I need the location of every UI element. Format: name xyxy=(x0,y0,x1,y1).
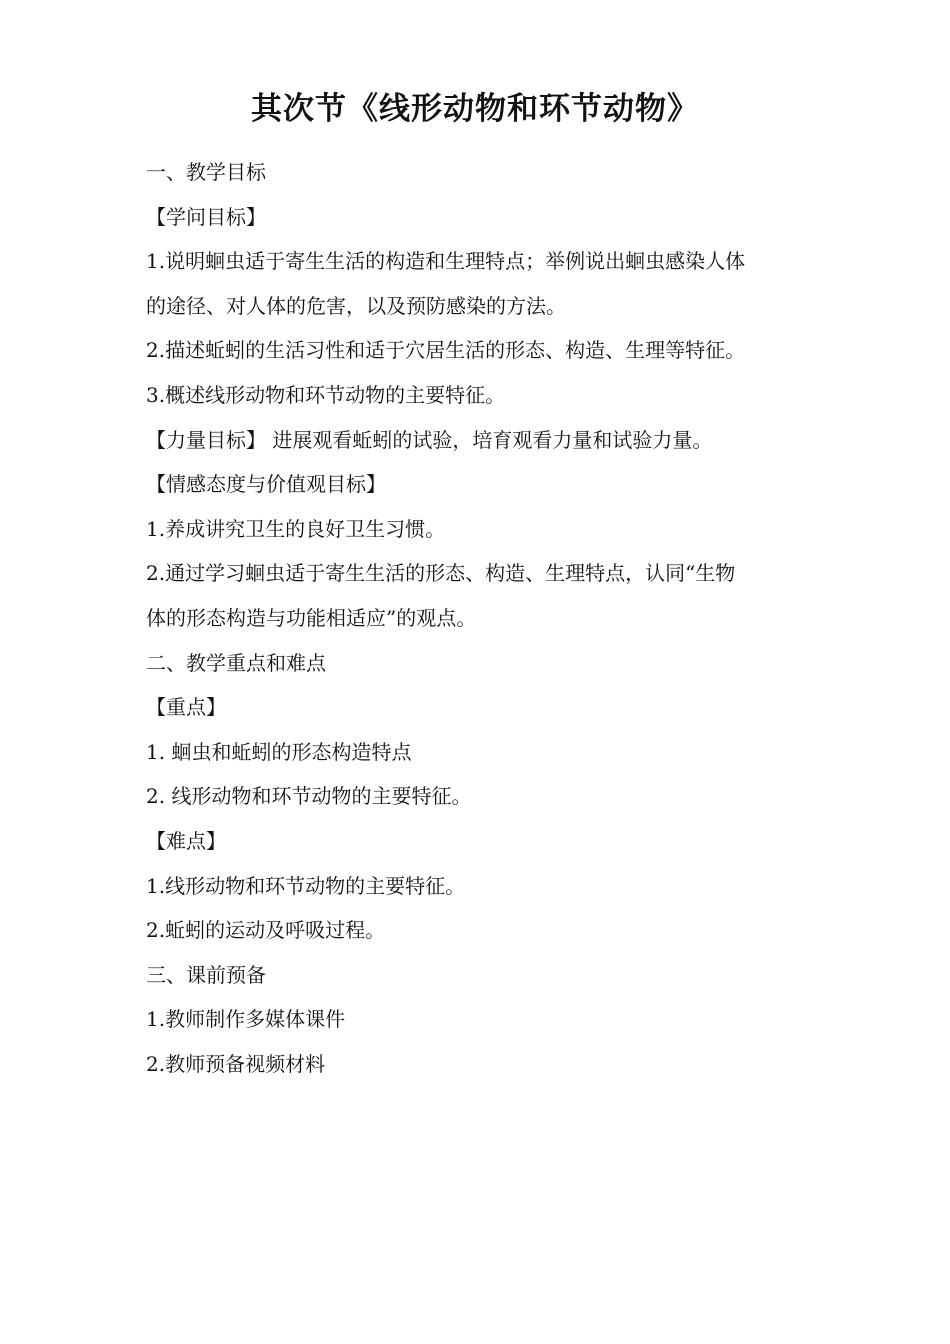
paragraph-line: 2.教师预备视频材料 xyxy=(146,1051,326,1076)
section-heading-key-and-difficult-points: 二、教学重点和难点 xyxy=(146,650,326,675)
paragraph-line: 2.描述蚯蚓的生活习性和适于穴居生活的形态、构造、生理等特征。 xyxy=(146,338,746,363)
paragraph-line: 1.说明蛔虫适于寄生生活的构造和生理特点；举例说出蛔虫感染人体 xyxy=(146,249,746,274)
section-heading-preparation: 三、课前预备 xyxy=(146,962,266,987)
paragraph-line: 1.养成讲究卫生的良好卫生习惯。 xyxy=(146,516,446,541)
paragraph-line: 2.通过学习蛔虫适于寄生生活的形态、构造、生理特点，认同“生物 xyxy=(146,561,736,586)
subheading-knowledge-goals: 【学问目标】 xyxy=(146,204,266,229)
paragraph-line: 2.蚯蚓的运动及呼吸过程。 xyxy=(146,918,386,943)
subheading-attitude-goals: 【情感态度与价值观目标】 xyxy=(146,472,386,497)
paragraph-line: 1. 蛔虫和蚯蚓的形态构造特点 xyxy=(146,739,412,764)
subheading-difficult-points: 【难点】 xyxy=(146,828,226,853)
paragraph-line: 2. 线形动物和环节动物的主要特征。 xyxy=(146,784,472,809)
subheading-key-points: 【重点】 xyxy=(146,695,226,720)
paragraph-line: 体的形态构造与功能相适应”的观点。 xyxy=(146,605,477,630)
document-body xyxy=(146,150,826,1086)
paragraph-line: 1.教师制作多媒体课件 xyxy=(146,1007,346,1032)
section-heading-teaching-goals: 一、教学目标 xyxy=(146,160,266,184)
paragraph-line: 3.概述线形动物和环节动物的主要特征。 xyxy=(146,382,506,407)
subheading-ability-goals: 【力量目标】 进展观看蚯蚓的试验，培育观看力量和试验力量。 xyxy=(146,427,713,452)
paragraph-line: 1.线形动物和环节动物的主要特征。 xyxy=(146,873,466,898)
paragraph-line: 的途径、对人体的危害，以及预防感染的方法。 xyxy=(146,293,566,318)
document-title: 其次节《线形动物和环节动物》 xyxy=(251,91,699,127)
